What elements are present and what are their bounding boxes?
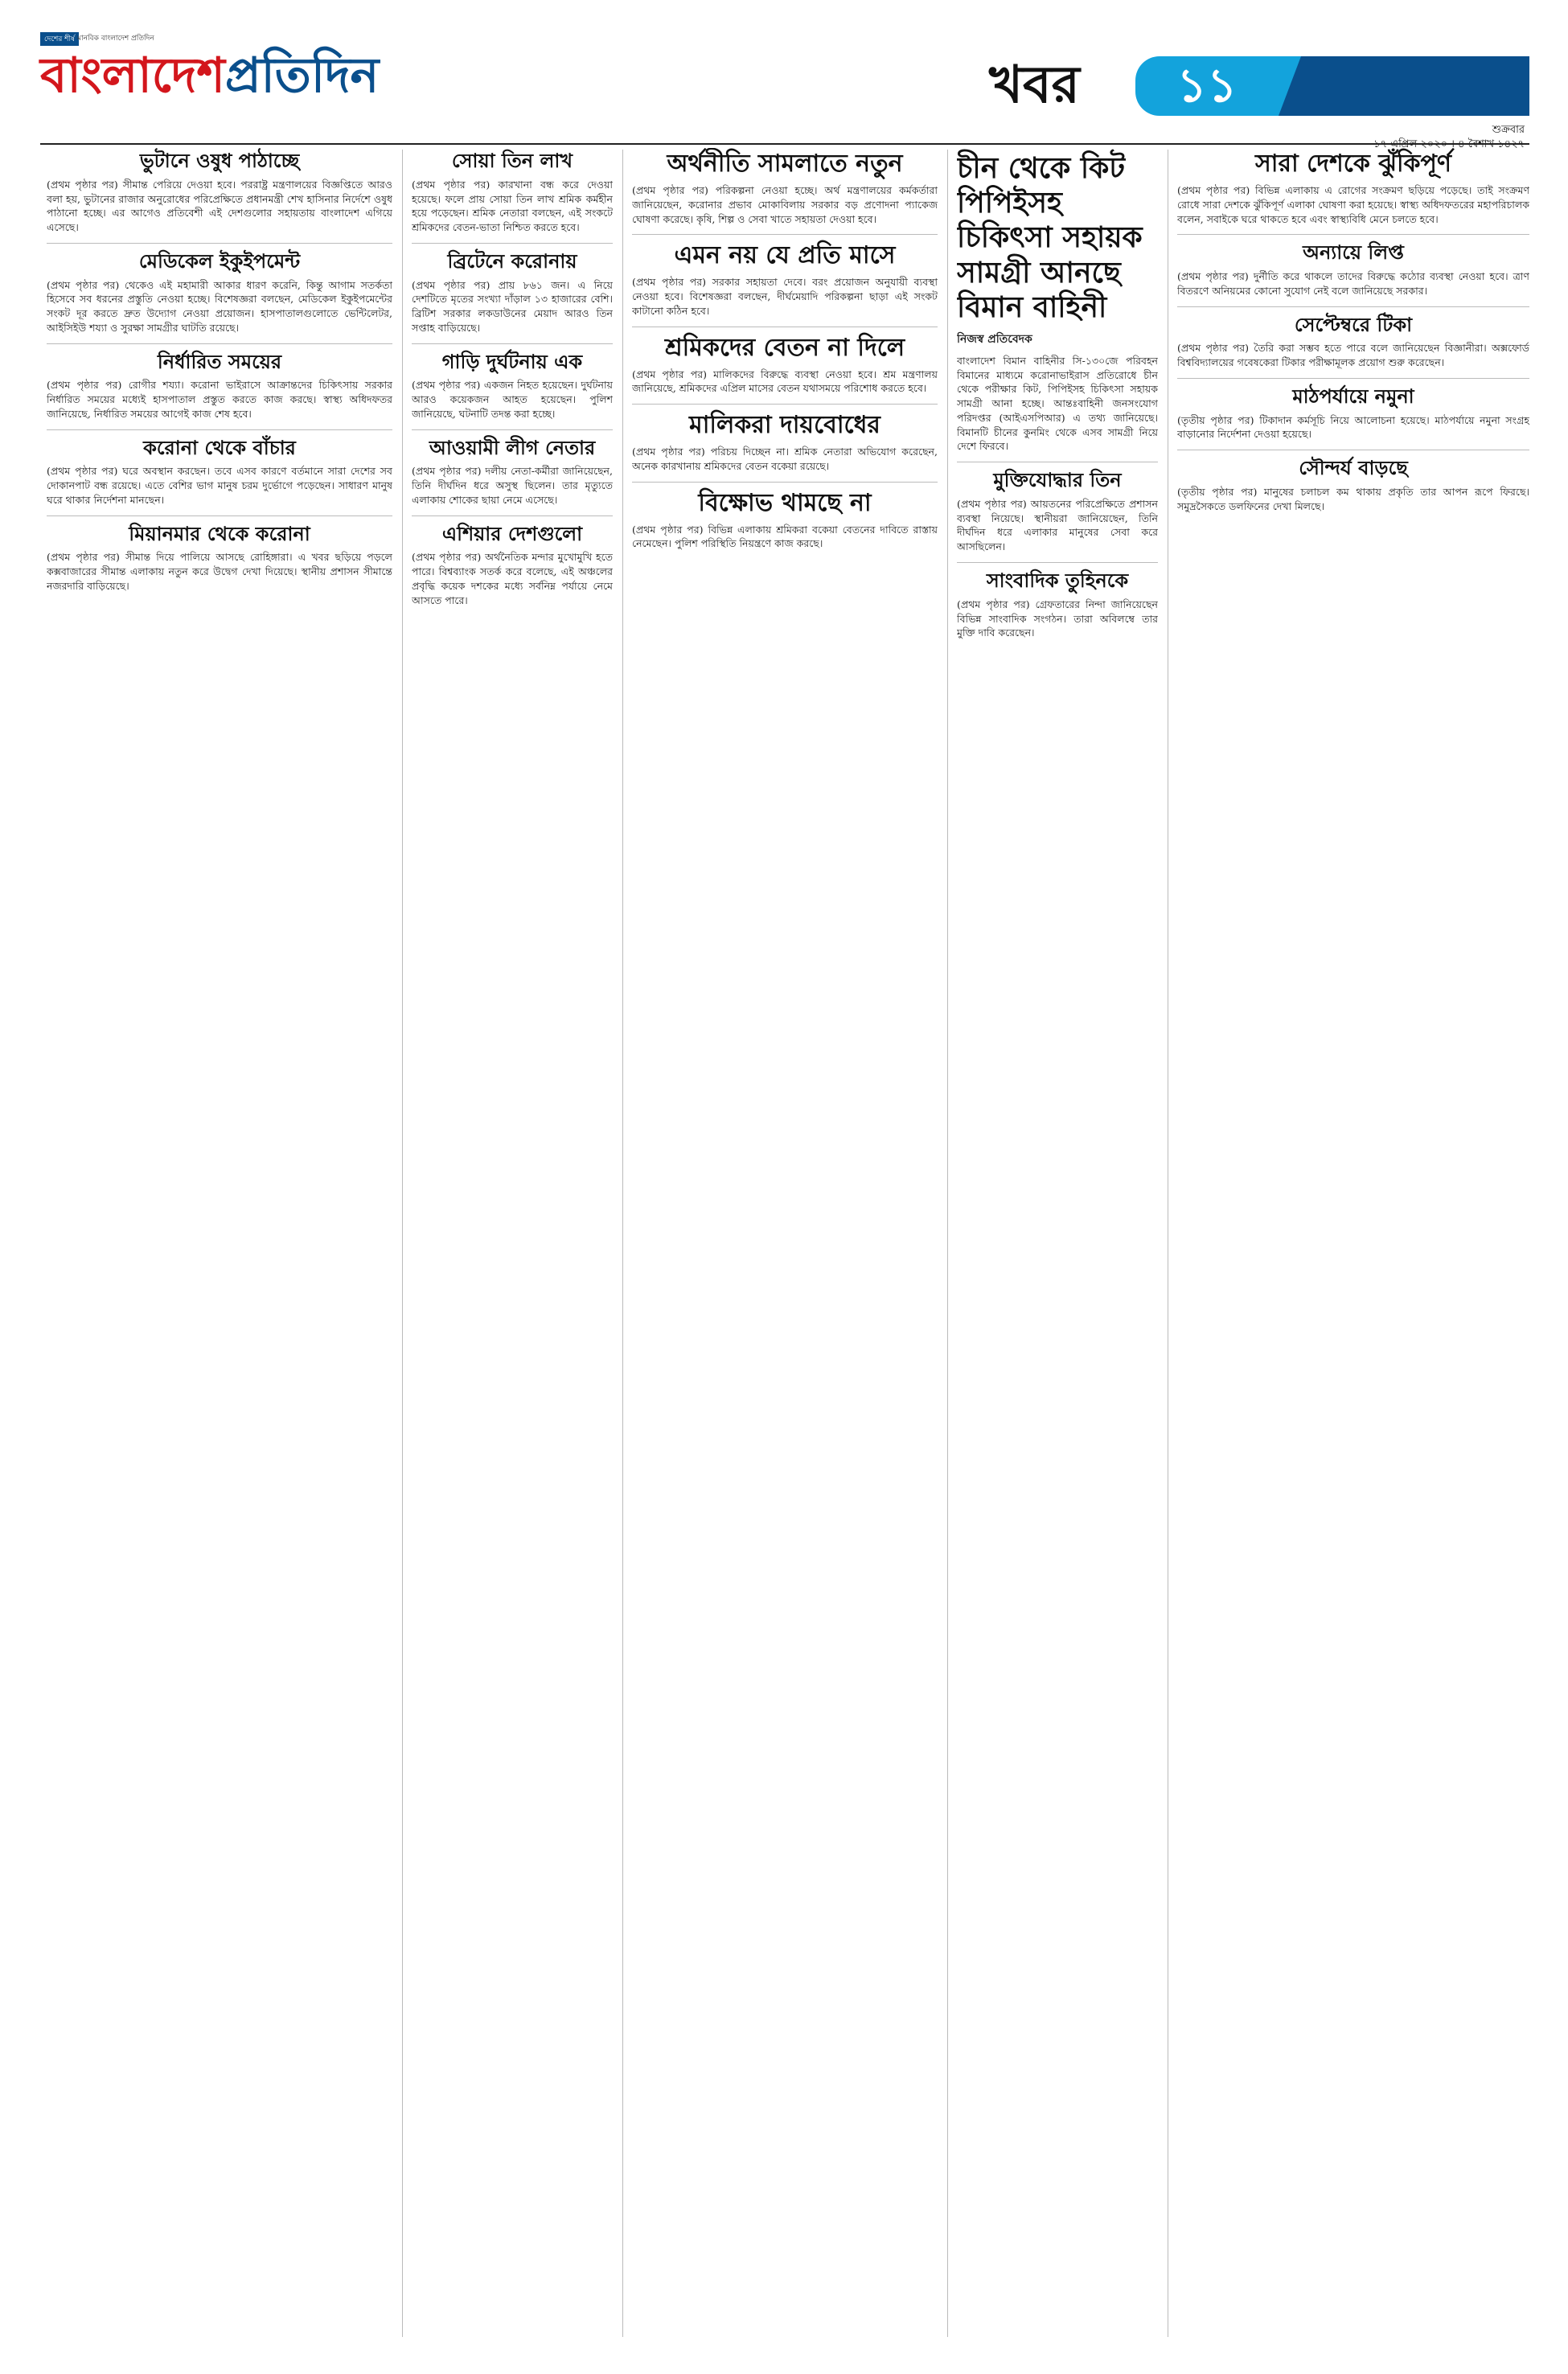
story-myanmar bbox=[47, 523, 392, 594]
divider bbox=[412, 515, 613, 516]
headline-september-vaccine: সেপ্টেম্বরে টিকা bbox=[1294, 312, 1413, 336]
body-survival: (প্রথম পৃষ্ঠার পর) ঘরে অবস্থান করছেন। তবে এসব কারণে বর্তমানে সারা দেশের সব দোকানপাট বন্ধ রয়েছে। এতে বেশির ভাগ মানুষ চরম দুর্ভোগে পড়েছেন। সাধারণ মানুষ ঘরে থাকার নির্দেশনা মানছেন। bbox=[47, 465, 392, 506]
brand-subtitle: মানবিক বাংলাদেশ প্রতিদিন bbox=[77, 35, 154, 43]
story-economy bbox=[632, 150, 938, 226]
masthead bbox=[40, 31, 1529, 143]
headline-awami-league: আওয়ামী লীগ নেতার bbox=[429, 435, 596, 459]
column-1 bbox=[47, 148, 392, 2335]
body-field-sample: (তৃতীয় পৃষ্ঠার পর) টিকাদান কর্মসূচি নিয়ে আলোচনা হয়েছে। মাঠপর্যায়ে নমুনা সংগ্রহ বাড়ানোর নির্দেশনা দেওয়া হয়েছে। bbox=[1177, 413, 1529, 441]
headline-survival: করোনা থেকে বাঁচার bbox=[143, 435, 296, 459]
headline-china-ppe: চীন থেকে কিট পিপিইসহ চিকিৎসা সহায়ক সামগ্রী আনছে বিমান বাহিনী bbox=[957, 151, 1143, 324]
story-china-ppe bbox=[957, 151, 1158, 454]
body-whole-country: (প্রথম পৃষ্ঠার পর) বিভিন্ন এলাকায় এ রোগের সংক্রমণ ছড়িয়ে পড়েছে। তাই সংক্রমণ রোধে সারা দেশকে ঝুঁকিপূর্ণ এলাকা ঘোষণা করা হয়েছে। স্বাস্থ্য অধিদফতরের মহাপরিচালক বলেন, সবাইকে ঘরে থাকতে হবে এবং স্বাস্থ্যবিধি মেনে চলতে হবে। bbox=[1177, 184, 1529, 225]
headline-freedom-fighter: মুক্তিযোদ্ধার তিন bbox=[993, 468, 1122, 492]
story-worker-salary bbox=[632, 334, 938, 396]
story-survival bbox=[47, 437, 392, 507]
stripe-cut bbox=[1279, 56, 1301, 116]
body-awami-league: (প্রথম পৃষ্ঠার পর) দলীয় নেতা-কর্মীরা জানিয়েছেন, তিনি দীর্ঘদিন ধরে অসুস্থ ছিলেন। তার মৃত্যুতে এলাকায় শোকের ছায়া নেমে এসেছে। bbox=[412, 465, 613, 506]
headline-medical-equipment: মেডিকেল ইকুইপমেন্ট bbox=[138, 248, 301, 273]
brand-tagline: দেশের শীর্ষ bbox=[40, 32, 79, 46]
body-three-lakh: (প্রথম পৃষ্ঠার পর) কারখানা বন্ধ করে দেওয়া হয়েছে। ফলে প্রায় সোয়া তিন লাখ শ্রমিক কর্মহীন হয়ে পড়েছেন। শ্রমিক নেতারা বলছেন, এই সংকটে শ্রমিকদের বেতন-ভাতা নিশ্চিত করতে হবে। bbox=[412, 178, 613, 234]
story-journalist bbox=[957, 569, 1158, 640]
body-protest: (প্রথম পৃষ্ঠার পর) বিভিন্ন এলাকায় শ্রমিকরা বকেয়া বেতনের দাবিতে রাস্তায় নেমেছেন। পুলিশ পরিস্থিতি নিয়ন্ত্রণে কাজ করছে। bbox=[632, 523, 938, 550]
headline-malikana: মালিকরা দায়বোধের bbox=[689, 411, 880, 439]
story-car-accident bbox=[412, 351, 613, 421]
story-field-sample bbox=[1177, 385, 1529, 442]
story-malikana bbox=[632, 411, 938, 474]
body-beauty: (তৃতীয় পৃষ্ঠার পর) মানুষের চলাচল কম থাকায় প্রকৃতি তার আপন রূপে ফিরছে। সমুদ্রসৈকতে ডলফিনের দেখা মিলছে। bbox=[1177, 485, 1529, 512]
divider bbox=[1177, 306, 1529, 307]
divider bbox=[412, 429, 613, 430]
divider bbox=[957, 562, 1158, 563]
headline-not-same-month: এমন নয় যে প্রতি মাসে bbox=[674, 241, 896, 270]
divider bbox=[47, 343, 392, 344]
story-decision-time bbox=[47, 351, 392, 421]
column-rule bbox=[622, 150, 623, 2337]
column-5 bbox=[1177, 148, 1529, 2335]
logo-part-2: প্রতিদিন bbox=[224, 47, 380, 104]
story-september-vaccine bbox=[1177, 314, 1529, 370]
divider bbox=[632, 482, 938, 483]
page-number: ১১ bbox=[1176, 58, 1238, 113]
divider bbox=[47, 243, 392, 244]
column-4 bbox=[957, 148, 1158, 2335]
divider bbox=[412, 243, 613, 244]
section-label: খবর bbox=[989, 55, 1080, 115]
headline-three-lakh: সোয়া তিন লাখ bbox=[451, 149, 573, 172]
story-three-lakh bbox=[412, 150, 613, 235]
weekday: শুক্রবার bbox=[1492, 124, 1525, 136]
story-not-same-month bbox=[632, 241, 938, 318]
divider bbox=[632, 404, 938, 405]
headline-whole-country: সারা দেশকে ঝুঁকিপূর্ণ bbox=[1254, 150, 1452, 178]
body-journalist: (প্রথম পৃষ্ঠার পর) গ্রেফতারের নিন্দা জানিয়েছেন বিভিন্ন সাংবাদিক সংগঠন। তারা অবিলম্বে তার মুক্তি দাবি করেছেন। bbox=[957, 598, 1158, 639]
headline-asian-countries: এশিয়ার দেশগুলো bbox=[441, 521, 583, 545]
body-decision-time: (প্রথম পৃষ্ঠার পর) রোগীর শয্যা। করোনা ভাইরাসে আক্রান্তদের চিকিৎসায় সরকার নির্ধারিত সময়ের মধ্যেই হাসপাতাল প্রস্তুত করতে কাজ করছে। স্বাস্থ্য অধিদফতর জানিয়েছে, নির্ধারিত সময়ের আগেই কাজ শেষ হবে। bbox=[47, 379, 392, 420]
column-rule bbox=[402, 150, 403, 2337]
headline-decision-time: নির্ধারিত সময়ের bbox=[157, 349, 282, 373]
logo-part-1: বাংলাদেশ bbox=[40, 47, 225, 104]
column-rule bbox=[947, 150, 948, 2337]
divider bbox=[1177, 378, 1529, 379]
body-not-same-month: (প্রথম পৃষ্ঠার পর) সরকার সহায়তা দেবে। বরং প্রয়োজন অনুযায়ী ব্যবস্থা নেওয়া হবে। বিশেষজ্ঞরা বলছেন, দীর্ঘমেয়াদি পরিকল্পনা ছাড়া এই সংকট কাটানো কঠিন হবে। bbox=[632, 276, 938, 317]
body-malikana: (প্রথম পৃষ্ঠার পর) পরিচয় দিচ্ছেন না। শ্রমিক নেতারা অভিযোগ করেছেন, অনেক কারখানায় শ্রমিকদের বেতন বকেয়া রয়েছে। bbox=[632, 446, 938, 472]
header-stripe bbox=[1279, 56, 1529, 116]
body-september-vaccine: (প্রথম পৃষ্ঠার পর) তৈরি করা সম্ভব হতে পারে বলে জানিয়েছেন বিজ্ঞানীরা। অক্সফোর্ড বিশ্ববিদ্যালয়ের গবেষকেরা টিকার পরীক্ষামূলক প্রয়োগ শুরু করেছেন। bbox=[1177, 342, 1529, 369]
headline-injustice: অন্যায়ে লিপ্ত bbox=[1303, 240, 1404, 265]
story-whole-country bbox=[1177, 150, 1529, 226]
story-britain bbox=[412, 250, 613, 335]
page-number-badge bbox=[1135, 56, 1279, 116]
headline-bhutan: ভুটানে ওষুধ পাঠাচ্ছে bbox=[139, 149, 300, 172]
byline-china-ppe: নিজস্ব প্রতিবেদক bbox=[957, 332, 1032, 346]
body-freedom-fighter: (প্রথম পৃষ্ঠার পর) আয়তনের পরিপ্রেক্ষিতে প্রশাসন ব্যবস্থা নিয়েছে। স্থানীয়রা জানিয়েছেন, তিনি দীর্ঘদিন ধরে এলাকার মানুষের সেবা করে আসছিলেন। bbox=[957, 497, 1158, 553]
story-awami-league bbox=[412, 437, 613, 507]
divider bbox=[47, 515, 392, 516]
headline-worker-salary: শ্রমিকদের বেতন না দিলে bbox=[664, 333, 905, 362]
story-bhutan bbox=[47, 150, 392, 235]
divider bbox=[1177, 234, 1529, 235]
body-medical-equipment: (প্রথম পৃষ্ঠার পর) থেকেও এই মহামারী আকার ধারণ করেনি, কিন্তু আগাম সতর্কতা হিসেবে সব ধরনের প্রস্তুতি নেওয়া হচ্ছে। বিশেষজ্ঞরা বলছেন, মেডিকেল ইকুইপমেন্টের সংকট দূর করতে দ্রুত উদ্যোগ নেওয়া প্রয়োজন। হাসপাতালগুলোতে ভেন্টিলেটর, আইসিইউ শয্যা ও সুরক্ষা সামগ্রীর ঘাটতি রয়েছে। bbox=[47, 278, 392, 334]
story-injustice bbox=[1177, 241, 1529, 298]
newspaper-logo bbox=[40, 47, 380, 104]
column-2 bbox=[412, 148, 613, 2335]
story-beauty bbox=[1177, 457, 1529, 513]
story-freedom-fighter bbox=[957, 469, 1158, 554]
divider bbox=[47, 429, 392, 430]
headline-beauty: সৌন্দর্য বাড়ছে bbox=[1299, 456, 1408, 480]
body-injustice: (প্রথম পৃষ্ঠার পর) দুর্নীতি করে থাকলে তাদের বিরুদ্ধে কঠোর ব্যবস্থা নেওয়া হবে। ত্রাণ বিতরণে অনিয়মের কোনো সুযোগ নেই বলে জানিয়েছে সরকার। bbox=[1177, 270, 1529, 297]
body-car-accident: (প্রথম পৃষ্ঠার পর) একজন নিহত হয়েছেন। দুর্ঘটনায় আরও কয়েকজন আহত হয়েছেন। পুলিশ জানিয়েছে, ঘটনাটি তদন্ত করা হচ্ছে। bbox=[412, 379, 613, 420]
body-china-ppe: বাংলাদেশ বিমান বাহিনীর সি-১৩০জে পরিবহন বিমানের মাধ্যমে করোনাভাইরাস প্রতিরোধে চীন থেকে পরীক্ষার কিট, পিপিইসহ চিকিৎসা সহায়ক সামগ্রী আনা হচ্ছে। আন্তঃবাহিনী জনসংযোগ পরিদপ্তর (আইএসপিআর) এ তথ্য জানিয়েছে। বিমানটি চীনের কুনমিং থেকে এসব সামগ্রী নিয়ে দেশে ফিরবে। bbox=[957, 354, 1158, 453]
story-asian-countries bbox=[412, 523, 613, 608]
body-asian-countries: (প্রথম পৃষ্ঠার পর) অর্থনৈতিক মন্দার মুখোমুখি হতে পারে। বিশ্বব্যাংক সতর্ক করে বলেছে, এই অঞ্চলের প্রবৃদ্ধি কয়েক দশকের মধ্যে সর্বনিম্ন পর্যায়ে নেমে আসতে পারে। bbox=[412, 551, 613, 606]
body-britain: (প্রথম পৃষ্ঠার পর) প্রায় ৮৬১ জন। এ নিয়ে দেশটিতে মৃতের সংখ্যা দাঁড়াল ১৩ হাজারের বেশি। ব্রিটিশ সরকার লকডাউনের মেয়াদ আরও তিন সপ্তাহ বাড়িয়েছে। bbox=[412, 278, 613, 334]
headline-britain: ব্রিটেনে করোনায় bbox=[447, 248, 577, 273]
story-medical-equipment bbox=[47, 250, 392, 335]
headline-journalist: সাংবাদিক তুহিনকে bbox=[986, 568, 1129, 592]
masthead-rule bbox=[40, 143, 1529, 145]
divider bbox=[632, 234, 938, 235]
headline-economy: অর্থনীতি সামলাতে নতুন bbox=[667, 150, 903, 178]
body-worker-salary: (প্রথম পৃষ্ঠার পর) মালিকদের বিরুদ্ধে ব্যবস্থা নেওয়া হবে। শ্রম মন্ত্রণালয় জানিয়েছে, শ্রমিকদের এপ্রিল মাসের বেতন যথাসময়ে পরিশোধ করতে হবে। bbox=[632, 368, 938, 395]
divider bbox=[412, 343, 613, 344]
headline-field-sample: মাঠপর্যায়ে নমুনা bbox=[1292, 384, 1414, 408]
headline-myanmar: মিয়ানমার থেকে করোনা bbox=[129, 521, 310, 545]
body-myanmar: (প্রথম পৃষ্ঠার পর) সীমান্ত দিয়ে পালিয়ে আসছে রোহিঙ্গারা। এ খবর ছড়িয়ে পড়লে কক্সবাজারের সীমান্ত এলাকায় নতুন করে উদ্বেগ দেখা দিয়েছে। স্থানীয় প্রশাসন সীমান্তে নজরদারি বাড়িয়েছে। bbox=[47, 551, 392, 592]
headline-car-accident: গাড়ি দুর্ঘটনায় এক bbox=[441, 349, 583, 373]
headline-protest: বিক্ষোভ থামছে না bbox=[698, 488, 872, 517]
body-bhutan: (প্রথম পৃষ্ঠার পর) সীমান্ত পেরিয়ে দেওয়া হবে। পররাষ্ট্র মন্ত্রণালয়ের বিজ্ঞপ্তিতে আরও বলা হয়, ভুটানের রাজার অনুরোধের পরিপ্রেক্ষিতে প্রধানমন্ত্রী শেখ হাসিনার নির্দেশে ওষুধ পাঠানো হচ্ছে। এর আগেও প্রতিবেশী এই দেশগুলোর সহায়তায় বাংলাদেশ এগিয়ে এসেছে। bbox=[47, 178, 392, 234]
body-economy: (প্রথম পৃষ্ঠার পর) পরিকল্পনা নেওয়া হচ্ছে। অর্থ মন্ত্রণালয়ের কর্মকর্তারা জানিয়েছেন, করোনার প্রভাব মোকাবিলায় সরকার বড় প্রণোদনা প্যাকেজ ঘোষণা করেছে। কৃষি, শিল্প ও সেবা খাতে সহায়তা দেওয়া হবে। bbox=[632, 184, 938, 225]
story-protest bbox=[632, 489, 938, 552]
column-3 bbox=[632, 148, 938, 2335]
